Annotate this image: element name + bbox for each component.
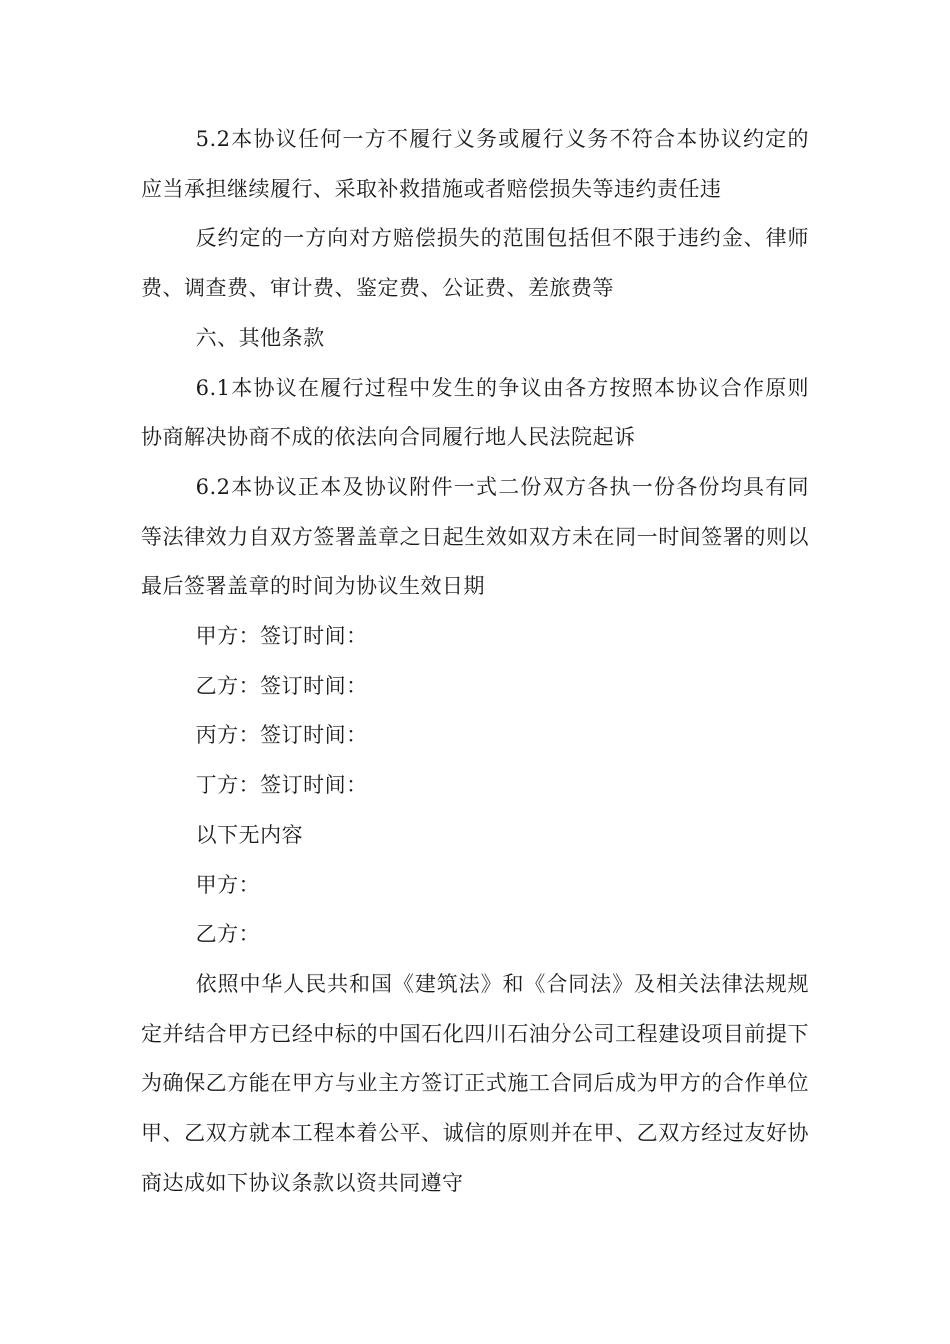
section-heading-other-terms: 六、其他条款 <box>195 325 325 350</box>
agreement-preamble: 依照中华人民共和国《建筑法》和《合同法》及相关法律法规规定并结合甲方已经中标的中国石化四川石油分公司工程建设项目前提下为确保乙方能在甲方与业主方签订正式施工合同后成为甲方的合作单位甲、乙双方就本工程本着公平、诚信的原则并在甲、乙双方经过友好协商达成如下协议条款以资共同遵守 <box>141 971 809 1195</box>
signature-party-a-date: 甲方：签订时间： <box>195 624 368 649</box>
clause-6-2: 6.2本协议正本及协议附件一式二份双方各执一份各份均具有同等法律效力自双方签署盖章之日起生效如双方未在同一时间签署的则以最后签署盖章的时间为协议生效日期 <box>141 474 809 599</box>
signature-party-b-date: 乙方：签订时间： <box>195 673 368 698</box>
document-body <box>141 115 809 1208</box>
end-of-content-note: 以下无内容 <box>195 822 304 847</box>
clause-5-2: 5.2本协议任何一方不履行义务或履行义务不符合本协议约定的应当承担继续履行、采取补救措施或者赔偿损失等违约责任违 <box>141 127 809 201</box>
party-a-label: 甲方： <box>195 872 261 897</box>
clause-6-1: 6.1本协议在履行过程中发生的争议由各方按照本协议合作原则协商解决协商不成的依法向合同履行地人民法院起诉 <box>141 375 809 450</box>
signature-party-d-date: 丁方：签订时间： <box>195 773 368 798</box>
signature-party-c-date: 丙方：签订时间： <box>195 723 368 748</box>
party-b-label: 乙方： <box>195 922 261 947</box>
clause-5-2-continued: 反约定的一方向对方赔偿损失的范围包括但不限于违约金、律师费、调查费、审计费、鉴定费、公证费、差旅费等 <box>141 226 809 301</box>
